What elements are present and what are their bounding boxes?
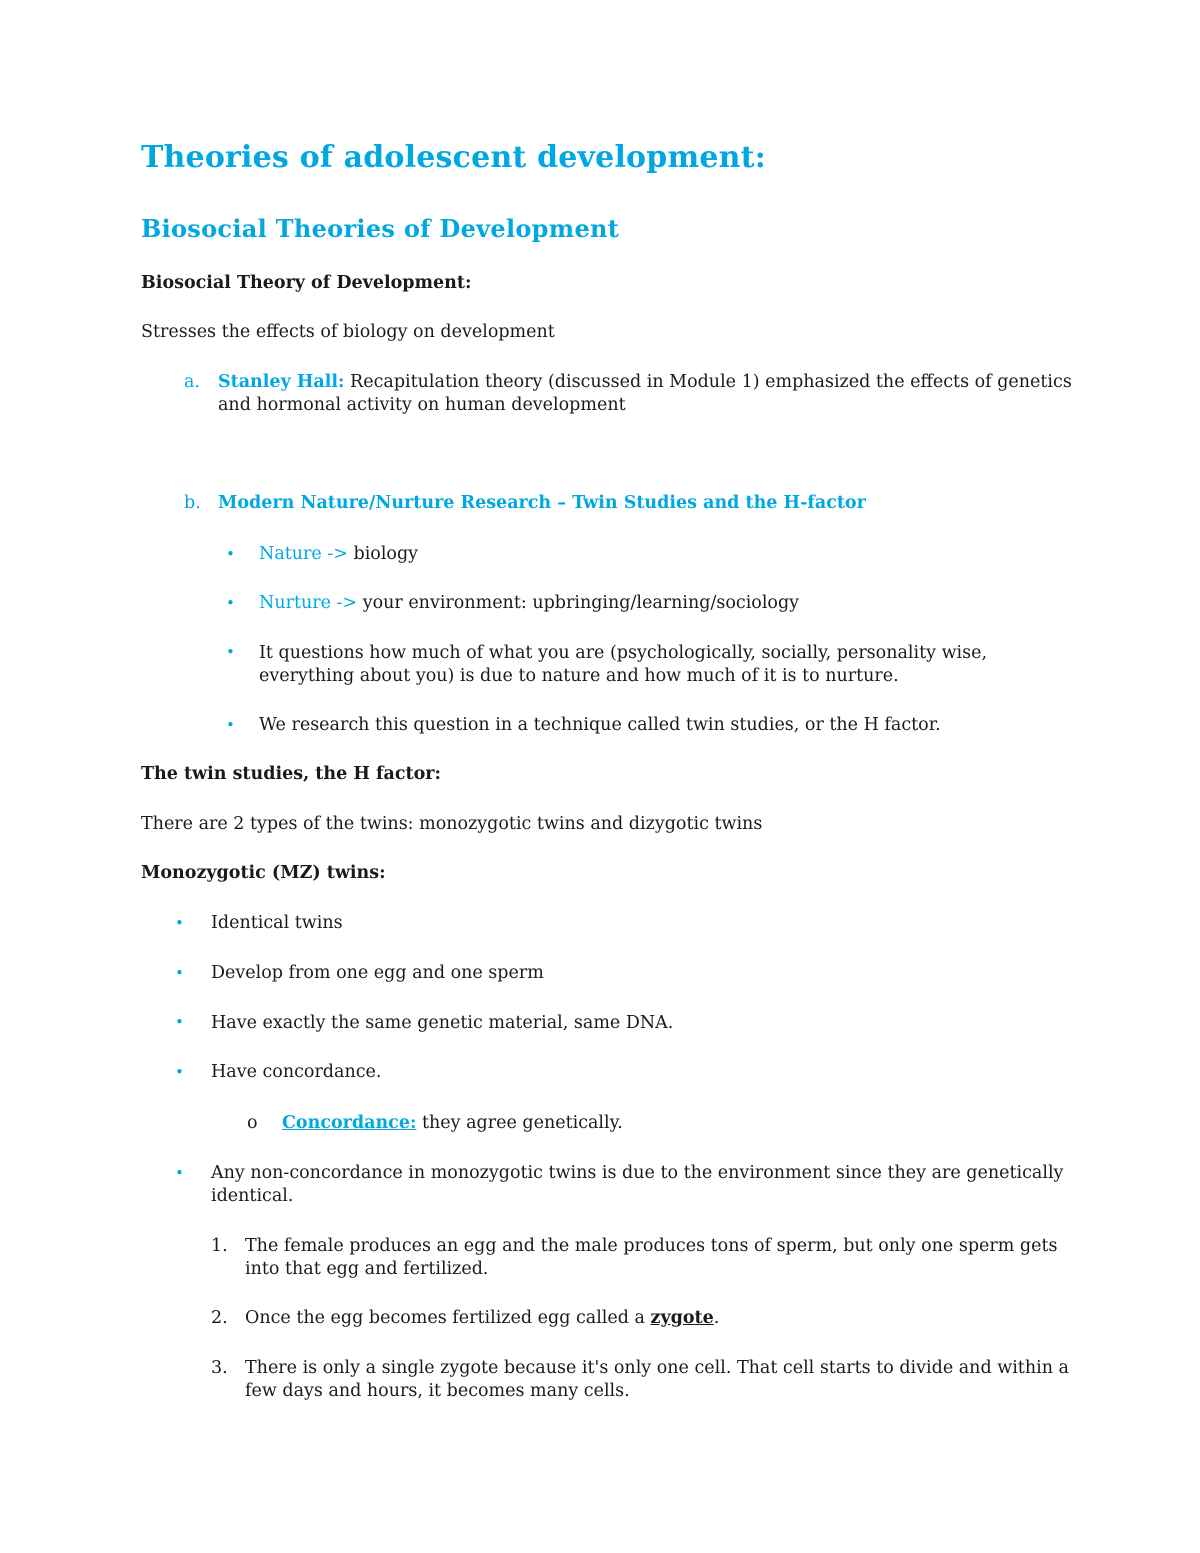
bullet-icon: • [175, 1164, 184, 1182]
bullet-icon: • [226, 594, 235, 612]
list-item-concordance-def [282, 1112, 623, 1135]
section-heading: Biosocial Theories of Development [141, 214, 620, 243]
biosocial-intro: Stresses the effects of biology on development [141, 322, 555, 342]
numbered-marker-3: 3. [211, 1358, 228, 1378]
stanley-hall-text-line2: and hormonal activity on human development [218, 395, 626, 415]
numbered-item-3-line2: few days and hours, it becomes many cells. [245, 1381, 630, 1401]
list-item-question-line2: everything about you) is due to nature and how much of it is to nurture. [259, 666, 899, 686]
nurture-term: Nurture -> [259, 593, 358, 613]
concordance-link[interactable]: Concordance: [282, 1113, 417, 1133]
biosocial-heading: Biosocial Theory of Development: [141, 273, 472, 293]
nature-text: biology [353, 544, 419, 564]
document-title: Theories of adolescent development: [141, 140, 767, 175]
bullet-icon: • [175, 1013, 184, 1031]
bullet-icon: • [226, 716, 235, 734]
list-item-concordance: Have concordance. [211, 1062, 382, 1082]
list-item-stanley-hall [218, 371, 1072, 394]
list-item-same-dna: Have exactly the same genetic material, same DNA. [211, 1013, 674, 1033]
list-item-question-line1: It questions how much of what you are (psychologically, socially, personality wise, [259, 643, 988, 663]
zygote-text-after: . [713, 1308, 720, 1328]
concordance-def-text: they agree genetically. [422, 1113, 623, 1133]
twin-studies-intro: There are 2 types of the twins: monozygotic twins and dizygotic twins [141, 814, 763, 834]
twin-studies-heading: The twin studies, the H factor: [141, 764, 441, 784]
numbered-item-1-line1: The female produces an egg and the male produces tons of sperm, but only one sperm gets [245, 1236, 1058, 1256]
numbered-marker-2: 2. [211, 1308, 228, 1328]
numbered-marker-1: 1. [211, 1236, 228, 1256]
zygote-text-before: Once the egg becomes fertilized egg called a [245, 1308, 645, 1328]
bullet-icon: • [175, 964, 184, 982]
list-item-research: We research this question in a technique called twin studies, or the H factor. [259, 715, 941, 735]
list-item-develop: Develop from one egg and one sperm [211, 963, 544, 983]
list-marker-a: a. [184, 372, 200, 392]
bullet-icon: • [226, 545, 235, 563]
numbered-item-2 [245, 1307, 719, 1330]
list-item-nurture [259, 592, 799, 615]
list-item-non-concordance-line1: Any non-concordance in monozygotic twins is due to the environment since they are genetically [211, 1163, 1064, 1183]
list-item-identical: Identical twins [211, 913, 343, 933]
stanley-hall-label: Stanley Hall: [218, 372, 345, 392]
mz-twins-heading: Monozygotic (MZ) twins: [141, 863, 386, 883]
bullet-icon: • [175, 1063, 184, 1081]
numbered-item-1-line2: into that egg and fertilized. [245, 1259, 489, 1279]
list-marker-b: b. [184, 493, 201, 513]
nature-nurture-heading: Modern Nature/Nurture Research – Twin Studies and the H-factor [218, 493, 866, 513]
zygote-term: zygote [650, 1308, 714, 1328]
nature-term: Nature -> [259, 544, 348, 564]
bullet-icon: • [226, 643, 235, 661]
bullet-icon: • [175, 914, 184, 932]
list-item-nature [259, 543, 418, 566]
stanley-hall-text-line1: Recapitulation theory (discussed in Module 1) emphasized the effects of genetics [350, 372, 1072, 392]
list-item-non-concordance-line2: identical. [211, 1186, 294, 1206]
nurture-text: your environment: upbringing/learning/sociology [362, 593, 800, 613]
sub-bullet-marker: o [247, 1113, 258, 1133]
numbered-item-3-line1: There is only a single zygote because it's only one cell. That cell starts to divide and within a [245, 1358, 1069, 1378]
